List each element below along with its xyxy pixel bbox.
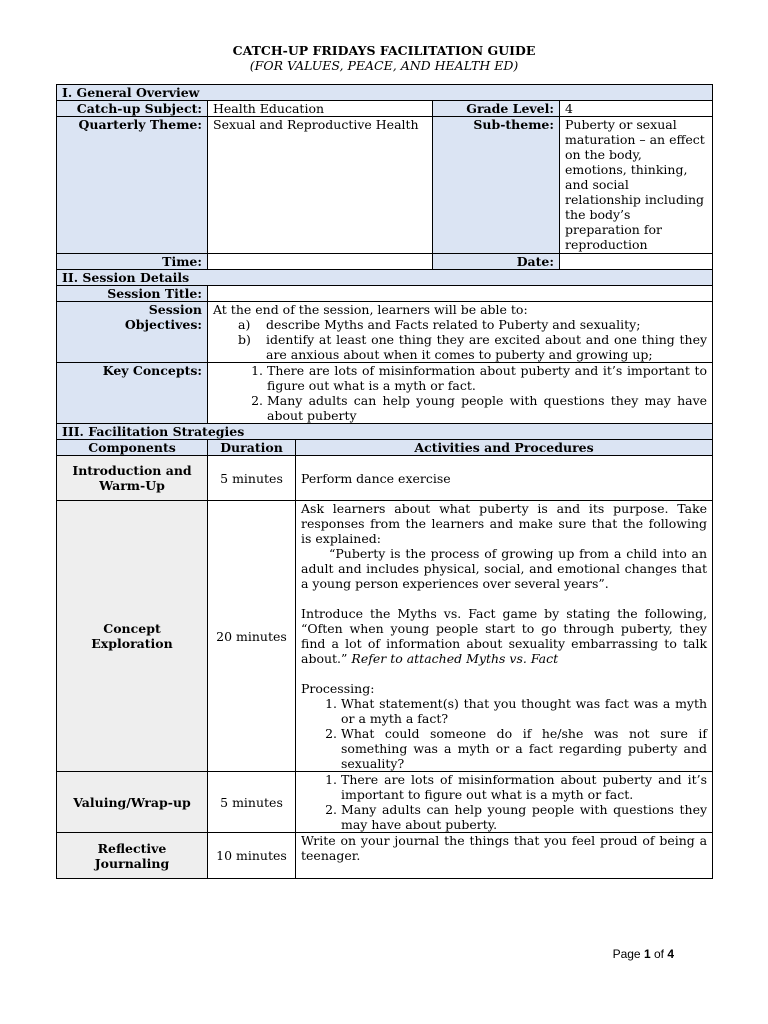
facilitation-header-row [57,424,713,440]
valuing-duration: 5 minutes [208,772,296,833]
list-item: 1. There are lots of misinformation about puberty and it’s important to figure out what is a myth or fact. [341,772,707,802]
list-item: 2. What could someone do if he/she was not sure if something was a myth or a fact regarding puberty and sexuality? [341,726,707,771]
theme-row [57,117,713,254]
subtheme-label: Sub-theme: [433,117,560,254]
time-date-row [57,254,713,270]
page-number: Page 1 of 4 [612,947,674,961]
components-header: Components [57,440,208,456]
concept-component: Concept Exploration [57,501,208,772]
intro-activity: Perform dance exercise [296,456,713,501]
table-row [57,772,713,833]
theme-label: Quarterly Theme: [57,117,208,254]
concept-paragraph-2: Introduce the Myths vs. Fact game by stating the following, “Often when young people start to go through puberty, they find a lot of information about sexuality embarrassing to talk about.” Refer to attached Myths vs. Fact [301,606,708,666]
valuing-component: Valuing/Wrap-up [57,772,208,833]
objectives-row [57,302,713,363]
valuing-activity [296,772,713,833]
objectives-label-line1: Session [148,302,202,317]
reflective-duration: 10 minutes [208,833,296,879]
puberty-definition-quote: “Puberty is the process of growing up from a child into an adult and includes physical, social, and emotional changes that a young person experiences over several years”. [301,546,708,591]
intro-component: Introduction and Warm-Up [57,456,208,501]
table-row [57,833,713,879]
session-details-header-row [57,270,713,286]
key-concepts-label: Key Concepts: [57,363,208,424]
list-item: 2. Many adults can help young people with questions they may have about puberty. [341,802,707,832]
table-row [57,456,713,501]
grade-value: 4 [560,101,713,117]
theme-value: Sexual and Reproductive Health [208,117,433,254]
list-item: 2. Many adults can help young people with questions they may have about puberty [267,393,707,423]
key-concepts-list [213,363,707,423]
session-title-label: Session Title: [57,286,208,302]
list-item: a) describe Myths and Facts related to Puberty and sexuality; [238,317,641,332]
list-item: 1. What statement(s) that you thought was fact was a myth or a myth a fact? [341,696,707,726]
objectives-intro: At the end of the session, learners will be able to: [213,302,528,317]
myths-reference: Refer to attached Myths vs. Fact [351,651,559,666]
document-title: CATCH-UP FRIDAYS FACILITATION GUIDE [232,43,536,58]
concept-activity [296,501,713,772]
concept-paragraph-1: Ask learners about what puberty is and its purpose. Take responses from the learners and make sure that the following is explained: [301,501,708,546]
objectives-label-line2: Objectives: [124,317,202,332]
activities-header: Activities and Procedures [296,440,713,456]
list-item: 1. There are lots of misinformation about puberty and it’s important to figure out what is a myth or fact. [267,363,707,393]
processing-label: Processing: [301,681,375,696]
general-overview-header-row [57,85,713,101]
document-subtitle: (FOR VALUES, PEACE, AND HEALTH ED) [249,58,519,73]
date-value [560,254,713,270]
time-label: Time: [57,254,208,270]
grade-label: Grade Level: [433,101,560,117]
valuing-list [301,772,707,832]
reflective-activity: Write on your journal the things that you feel proud of being a teenager. [296,833,713,879]
processing-list [301,696,707,771]
duration-header: Duration [208,440,296,456]
strategies-column-headers [57,440,713,456]
table-row [57,501,713,772]
facilitation-guide-table [56,84,713,879]
objectives-value [208,302,713,363]
key-concepts-value [208,363,713,424]
subject-row [57,101,713,117]
session-title-value [208,286,713,302]
subject-label: Catch-up Subject: [57,101,208,117]
objectives-label [57,302,208,363]
general-overview-heading: I. General Overview [57,85,713,101]
facilitation-heading: III. Facilitation Strategies [57,424,713,440]
key-concepts-row [57,363,713,424]
session-title-row [57,286,713,302]
objectives-list [213,317,707,362]
list-item: b) identify at least one thing they are excited about and one thing they are anxious about when it comes to puberty and growing up; [238,332,708,362]
time-value [208,254,433,270]
reflective-component: Reflective Journaling [57,833,208,879]
concept-duration: 20 minutes [208,501,296,772]
date-label: Date: [433,254,560,270]
session-details-heading: II. Session Details [57,270,713,286]
subtheme-value: Puberty or sexual maturation – an effect on the body, emotions, thinking, and social relationship including the body’s preparation for reproduction [560,117,713,254]
intro-duration: 5 minutes [208,456,296,501]
subject-value: Health Education [208,101,433,117]
